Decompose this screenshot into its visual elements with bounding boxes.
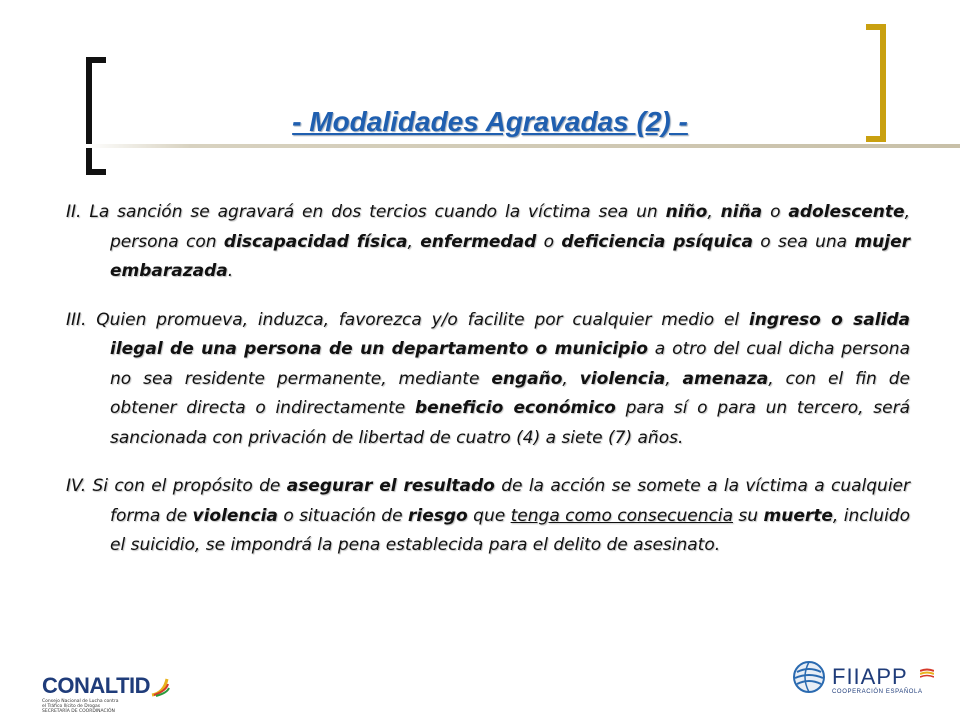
text-run: , xyxy=(407,231,421,252)
paragraph-iii xyxy=(66,306,910,454)
conaltid-swoosh-icon xyxy=(150,675,170,697)
text-run: III. Quien promueva, induzca, favorezca y/o facilite por cualquier medio el xyxy=(66,309,749,330)
text-run: , xyxy=(562,368,580,389)
fiiapp-subtitle: COOPERACIÓN ESPAÑOLA xyxy=(832,689,923,695)
conaltid-subtitle xyxy=(42,699,119,714)
text-run: o situación de xyxy=(277,505,408,526)
text-run: su xyxy=(733,505,764,526)
cooperation-flag-icon xyxy=(920,668,934,678)
bold-run: violencia xyxy=(579,368,666,389)
conaltid-wordmark: CONALTID xyxy=(42,673,151,698)
fiiapp-logo xyxy=(792,656,942,706)
conaltid-subtitle-line: SECRETARÍA DE COORDINACIÓN xyxy=(42,709,115,714)
bold-run: deficiencia psíquica xyxy=(561,231,753,252)
text-run: que xyxy=(467,505,511,526)
conaltid-subtitle-line: Consejo Nacional de Lucha contra xyxy=(42,699,119,704)
bold-run: violencia xyxy=(192,505,278,526)
text-run: II. La sanción se agravará en dos tercios cuando la víctima sea un xyxy=(66,202,666,222)
bold-run: riesgo xyxy=(408,505,468,526)
text-run: . xyxy=(227,261,234,281)
bold-run: amenaza xyxy=(682,368,769,389)
slide-title: - Modalidades Agravadas (2) - xyxy=(292,106,688,137)
text-run: , con el fin de obtener directa o indirectamente xyxy=(110,368,911,418)
paragraph-ii xyxy=(66,198,910,287)
text-run: , xyxy=(665,368,683,389)
text-run: IV. Si con el propósito de xyxy=(66,476,287,496)
text-run: o xyxy=(536,231,562,252)
bold-run: enfermedad xyxy=(420,231,537,252)
text-run: a otro del cual dicha persona no sea residente permanente, mediante xyxy=(110,339,910,389)
conaltid-logo xyxy=(42,673,170,713)
text-run: , incluido el suicidio, se impondrá la pena establecida para el delito de asesinato. xyxy=(110,505,910,555)
globe-icon xyxy=(792,660,826,694)
text-run: para sí o para un tercero, será sancionada con privación de libertad de cuatro (4) a siete (7) años. xyxy=(110,398,910,448)
bold-run: niña xyxy=(720,202,763,222)
bold-run: ingreso o salida ilegal de una persona de un departamento o municipio xyxy=(110,309,910,359)
bold-run: asegurar el resultado xyxy=(286,476,495,496)
bold-run: niño xyxy=(665,202,708,222)
title-rule xyxy=(86,144,960,148)
text-run: de la acción se somete a la víctima a cualquier forma de xyxy=(110,476,910,526)
text-run: o sea una xyxy=(752,231,855,252)
text-run: , persona con xyxy=(110,202,910,252)
slide-body xyxy=(66,198,910,580)
fiiapp-wordmark: FIIAPP xyxy=(832,664,908,689)
bold-run: adolescente xyxy=(788,202,905,222)
text-run: o xyxy=(762,202,789,222)
bold-run: beneficio económico xyxy=(414,398,616,418)
underlined-run: tenga como consecuencia xyxy=(510,505,733,526)
bold-run: engaño xyxy=(491,368,563,389)
paragraph-iv xyxy=(66,472,910,561)
text-run: , xyxy=(707,202,721,222)
bold-run: mujer embarazada xyxy=(110,231,910,281)
conaltid-subtitle-line: el Tráfico Ilícito de Drogas xyxy=(42,704,101,709)
bold-run: discapacidad física xyxy=(223,231,408,252)
bold-run: muerte xyxy=(763,505,833,526)
